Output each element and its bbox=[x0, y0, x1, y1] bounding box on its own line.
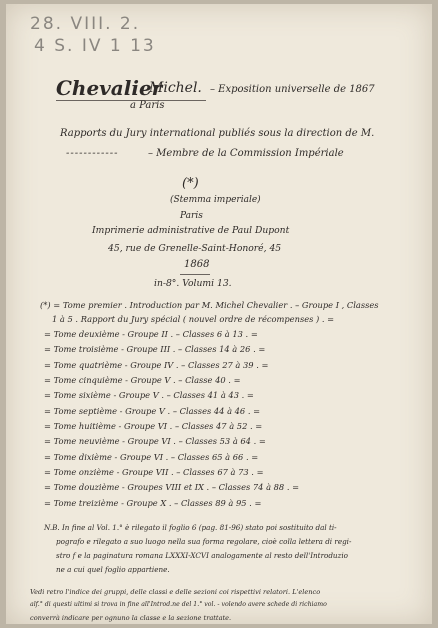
footer-line: alf.° di questi ultimi si trova in fine all'Introd.ne del 1.° vol. - volendo avere schede di richiamo bbox=[30, 601, 327, 608]
exposition-title: – Exposition universelle de 1867 bbox=[210, 84, 375, 95]
footer-line: Vedi retro l'indice dei gruppi, delle classi e delle sezioni coi rispettivi relatori. L'elenco bbox=[30, 588, 321, 596]
imprint-year: 1868 bbox=[184, 259, 210, 270]
volume-entry: = Tome onzième - Groupe VII . – Classes 67 à 73 . = bbox=[44, 467, 264, 477]
volume-entry: = Tome troisième - Groupe III . – Classes 14 à 26 . = bbox=[44, 344, 266, 354]
volume-entry: (*) = Tome premier . Introduction par M. Michel Chevalier . – Groupe I , Classes bbox=[40, 300, 379, 310]
shelfmark-line-1: 28. VIII. 2. bbox=[30, 14, 141, 34]
imprint-format: in-8°. Volumi 13. bbox=[154, 278, 232, 289]
note-line: stro f e la paginatura romana LXXXI-XCVI analogamente al resto dell'Introduzio bbox=[56, 551, 348, 560]
volume-entry: = Tome cinquième - Groupe V . – Classe 40 . = bbox=[44, 375, 241, 385]
volume-entry: = Tome treizième - Groupe X . – Classes 89 à 95 . = bbox=[44, 498, 262, 508]
volume-entry: = Tome dixième - Groupe VI . – Classes 65 à 66 . = bbox=[44, 452, 259, 462]
shelfmark-line-2: 4 S. IV 1 13 bbox=[34, 36, 156, 56]
note-line: N.B. In fine al Vol. 1.° è rilegato il foglio 6 (pag. 81-96) stato poi sostituito dal ti- bbox=[44, 523, 337, 532]
volume-entry: = Tome douzième - Groupes VIII et IX . – Classes 74 à 88 . = bbox=[44, 482, 300, 492]
imprint-printer: Imprimerie administrative de Paul Dupont bbox=[92, 225, 290, 236]
footer-line: converrà indicare per ognuno la classe e la sezione trattate. bbox=[30, 614, 232, 622]
exposition-place: a Paris bbox=[130, 100, 165, 111]
year-underline bbox=[180, 274, 210, 275]
volume-entry: = Tome quatrième - Groupe IV . – Classes 27 à 39 . = bbox=[44, 360, 269, 370]
author-first-name: Michel. bbox=[149, 80, 202, 96]
dash-placeholder: ------------ bbox=[66, 148, 119, 159]
note-line: pografo e rilegato a suo luogo nella sua forma regolare, cioè colla lettera di regi- bbox=[56, 537, 352, 546]
rapports-line: Rapports du Jury international publiés sous la direction de M. bbox=[60, 128, 375, 139]
volume-entry: = Tome deuxième - Groupe II . – Classes 6 à 13 . = bbox=[44, 329, 258, 339]
stemma-imperiale: (Stemma imperiale) bbox=[170, 195, 261, 205]
imprint-city: Paris bbox=[180, 211, 203, 221]
volume-entry: = Tome huitième - Groupe VI . – Classes 47 à 52 . = bbox=[44, 421, 263, 431]
volume-entry: = Tome neuvième - Groupe VI . – Classes 53 à 64 . = bbox=[44, 436, 266, 446]
volume-entry: 1 à 5 . Rapport du Jury spécial ( nouvel ordre de récompenses ) . = bbox=[52, 314, 335, 324]
imprint-address: 45, rue de Grenelle-Saint-Honoré, 45 bbox=[108, 243, 282, 254]
volume-entry: = Tome sixième - Groupe V . – Classes 41 à 43 . = bbox=[44, 390, 254, 400]
manuscript-sheet bbox=[6, 4, 432, 624]
author-surname: Chevalier bbox=[56, 76, 163, 100]
membre-line: – Membre de la Commission Impériale bbox=[148, 148, 344, 159]
volume-entry: = Tome septième - Groupe V . – Classes 44 à 46 . = bbox=[44, 406, 261, 416]
note-line: ne a cui quel foglio appartiene. bbox=[56, 565, 170, 574]
imprint-mark: (*) bbox=[182, 176, 199, 191]
